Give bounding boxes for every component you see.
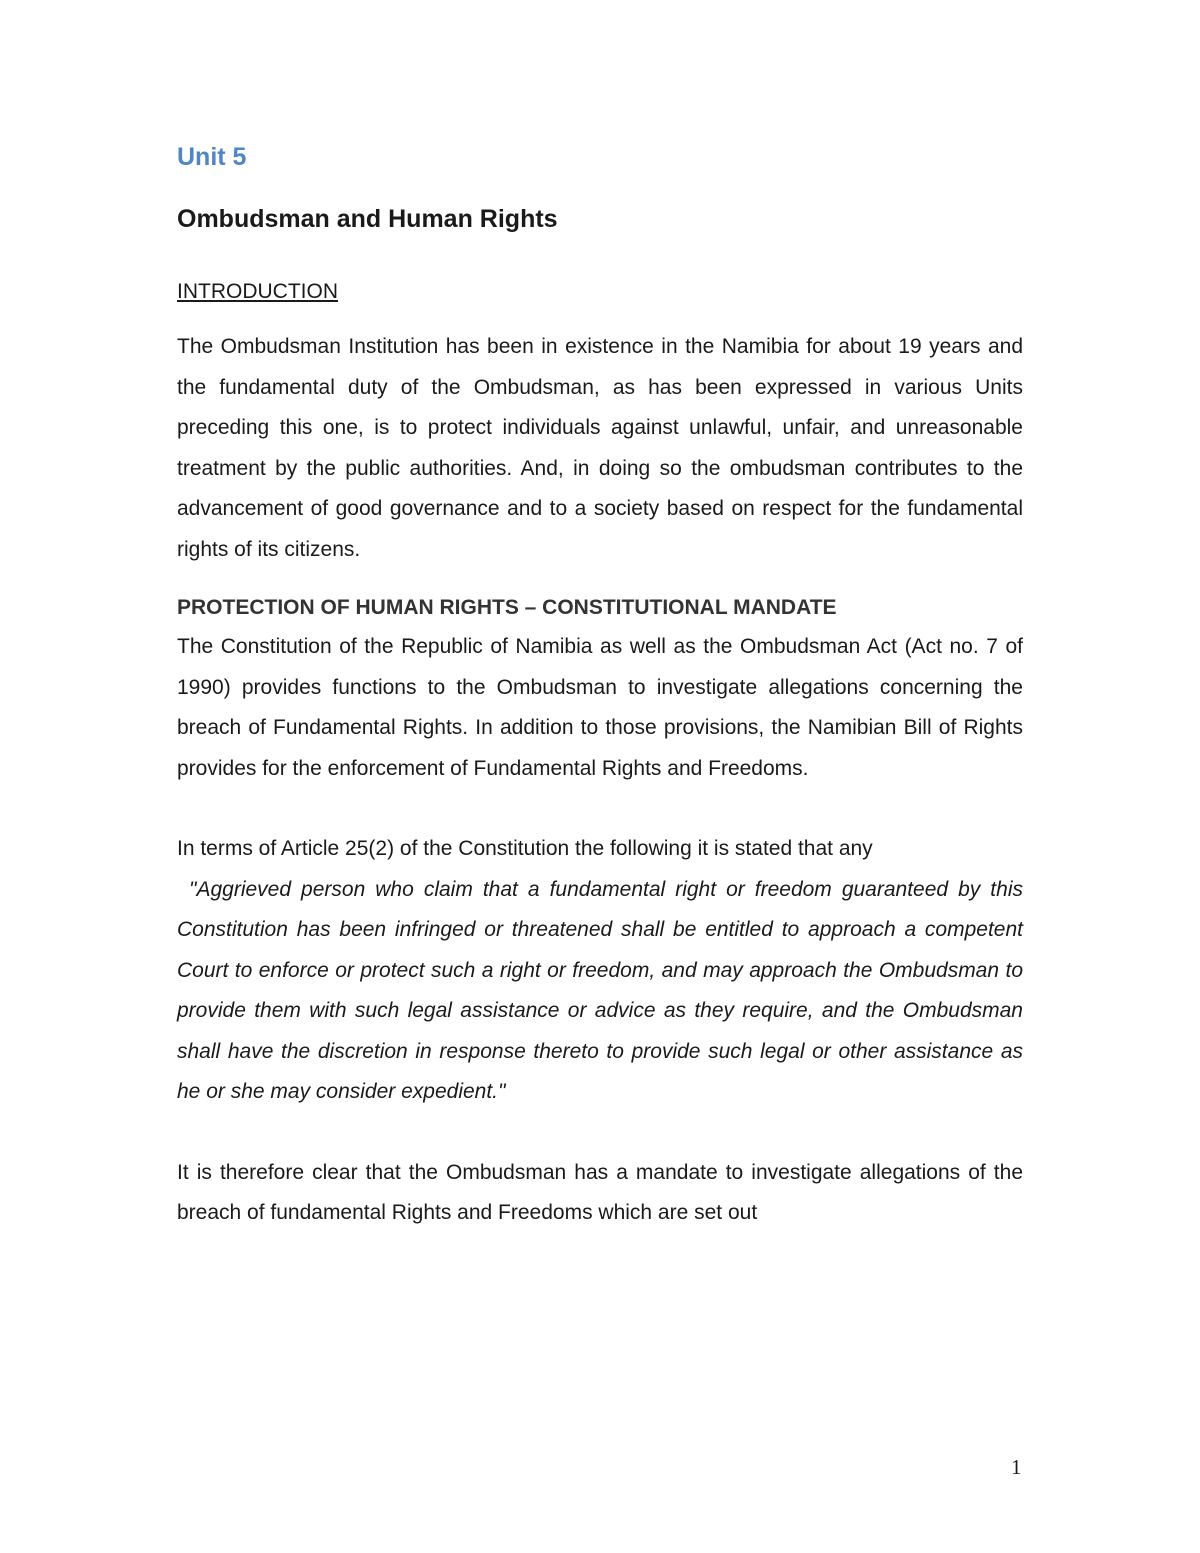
conclusion-paragraph: It is therefore clear that the Ombudsman has a mandate to investigate allegations of the breach of fundamental Rights and Freedoms which are set out xyxy=(177,1160,1023,1224)
unit-label: Unit 5 xyxy=(177,143,247,171)
protection-section-heading: PROTECTION OF HUMAN RIGHTS – CONSTITUTIONAL MANDATE xyxy=(177,596,837,619)
introduction-paragraph: The Ombudsman Institution has been in existence in the Namibia for about 19 years and the fundamental duty of the Ombudsman, as has been expressed in various Units preceding this one, is to protect individuals against unlawful, unfair, and unreasonable treatment by the public authorities. And, in doing so the ombudsman contributes to the advancement of good governance and to a society based on respect for the fundamental rights of its citizens. xyxy=(177,335,1023,561)
article-quote: "Aggrieved person who claim that a fundamental right or freedom guaranteed by this Constitution has been infringed or threatened shall be entitled to approach a competent Court to enforce or protect such a right or freedom, and may approach the Ombudsman to provide them with such legal assistance or advice as they require, and the Ombudsman shall have the discretion in response thereto to provide such legal or other assistance as he or she may consider expedient." xyxy=(177,877,1023,1103)
page-number: 1 xyxy=(1011,1455,1022,1479)
article-intro-paragraph: In terms of Article 25(2) of the Constitution the following it is stated that any xyxy=(177,837,873,860)
page-content xyxy=(177,140,1023,1234)
mandate-paragraph: The Constitution of the Republic of Namibia as well as the Ombudsman Act (Act no. 7 of 1990) provides functions to the Ombudsman to investigate allegations concerning the breach of Fundamental Rights. In addition to those provisions, the Namibian Bill of Rights provides for the enforcement of Fundamental Rights and Freedoms. xyxy=(177,635,1023,780)
document-title: Ombudsman and Human Rights xyxy=(177,205,558,233)
introduction-heading: INTRODUCTION xyxy=(177,280,338,303)
